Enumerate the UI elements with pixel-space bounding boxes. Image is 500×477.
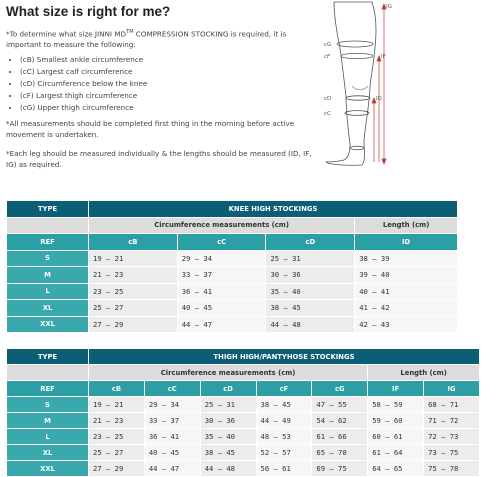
value-cell: 48 – 53 — [256, 429, 312, 445]
value-cell: 35 – 40 — [200, 429, 256, 445]
ring-cd — [346, 96, 370, 100]
trademark-mark: TM — [126, 29, 134, 35]
label-cf: cF — [324, 54, 331, 60]
ring-cb — [350, 146, 364, 150]
value-cell: 61 – 66 — [312, 429, 368, 445]
value-cell: 21 – 23 — [89, 413, 145, 429]
value-cell: 54 – 62 — [312, 413, 368, 429]
knee-high-table — [6, 200, 458, 333]
ref-header: REF — [7, 234, 89, 251]
table-row — [7, 316, 458, 333]
label-cd: cD — [324, 96, 332, 102]
col-header: ID — [355, 234, 458, 251]
table-row — [7, 365, 480, 381]
table-row — [7, 349, 480, 365]
col-header: cD — [266, 234, 355, 251]
table-row — [7, 250, 458, 267]
label-id: ID — [376, 96, 382, 102]
table-row — [7, 283, 458, 300]
value-cell: 47 – 55 — [312, 397, 368, 413]
table-row — [7, 413, 480, 429]
value-cell: 44 – 47 — [144, 461, 200, 477]
table-row — [7, 234, 458, 251]
value-cell: 42 – 43 — [355, 316, 458, 333]
value-cell: 25 – 27 — [89, 445, 145, 461]
value-cell: 25 – 31 — [200, 397, 256, 413]
value-cell: 69 – 75 — [312, 461, 368, 477]
size-cell: S — [7, 397, 89, 413]
label-cc: cC — [324, 111, 331, 117]
value-cell: 71 – 72 — [424, 413, 480, 429]
leg-outline-icon — [326, 2, 376, 165]
col-header: IG — [424, 381, 480, 397]
page-title: What size is right for me? — [6, 4, 171, 19]
value-cell: 65 – 70 — [312, 445, 368, 461]
group-length: Length (cm) — [368, 365, 480, 381]
group-circumference: Circumference measurements (cm) — [89, 217, 355, 234]
label-ig: IG — [386, 4, 392, 10]
value-cell: 36 – 41 — [144, 429, 200, 445]
table-row — [7, 267, 458, 284]
value-cell: 72 – 73 — [424, 429, 480, 445]
ring-cf — [341, 53, 373, 58]
col-header: cB — [89, 381, 145, 397]
col-header: cC — [144, 381, 200, 397]
value-cell: 29 – 34 — [144, 397, 200, 413]
table-title: THIGH HIGH/PANTYHOSE STOCKINGS — [89, 349, 480, 365]
ref-header: REF — [7, 381, 89, 397]
value-cell: 60 – 61 — [368, 429, 424, 445]
table-row — [7, 429, 480, 445]
table-row — [7, 381, 480, 397]
value-cell: 39 – 40 — [355, 267, 458, 284]
table-row — [7, 445, 480, 461]
value-cell: 38 – 45 — [256, 397, 312, 413]
table-row — [7, 217, 458, 234]
table-row — [7, 201, 458, 218]
table-row — [7, 397, 480, 413]
value-cell: 33 – 37 — [144, 413, 200, 429]
label-if: IF — [381, 54, 386, 60]
group-circumference: Circumference measurements (cm) — [89, 365, 368, 381]
value-cell: 52 – 57 — [256, 445, 312, 461]
value-cell: 23 – 25 — [89, 429, 145, 445]
table-row — [7, 300, 458, 317]
thigh-high-table — [6, 348, 480, 477]
value-cell: 25 – 31 — [266, 250, 355, 267]
col-header: cC — [177, 234, 266, 251]
intro-paragraph — [6, 27, 314, 50]
value-cell: 41 – 42 — [355, 300, 458, 317]
value-cell: 38 – 45 — [266, 300, 355, 317]
ring-cg — [337, 41, 373, 47]
table-title: KNEE HIGH STOCKINGS — [89, 201, 458, 218]
list-item: • (cG) Upper thigh circumference — [20, 102, 314, 114]
value-cell: 25 – 27 — [89, 300, 178, 317]
value-cell: 56 – 61 — [256, 461, 312, 477]
blank-header — [7, 217, 89, 234]
col-header: cD — [200, 381, 256, 397]
value-cell: 40 – 41 — [355, 283, 458, 300]
value-cell: 27 – 29 — [89, 316, 178, 333]
size-cell: M — [7, 267, 89, 284]
blank-header — [7, 365, 89, 381]
value-cell: 44 – 49 — [256, 413, 312, 429]
note-morning: *All measurements should be completed first thing in the morning before active movement is undertaken. — [6, 119, 295, 140]
value-cell: 19 – 21 — [89, 250, 178, 267]
group-length: Length (cm) — [355, 217, 458, 234]
type-header: TYPE — [7, 201, 89, 218]
measurement-list — [6, 54, 314, 114]
value-cell: 58 – 59 — [368, 397, 424, 413]
value-cell: 68 – 71 — [424, 397, 480, 413]
value-cell: 40 – 45 — [144, 445, 200, 461]
leg-diagram — [322, 0, 402, 170]
value-cell: 36 – 41 — [177, 283, 266, 300]
size-cell: XL — [7, 445, 89, 461]
size-cell: S — [7, 250, 89, 267]
size-cell: M — [7, 413, 89, 429]
size-cell: L — [7, 283, 89, 300]
value-cell: 19 – 21 — [89, 397, 145, 413]
list-item: • (cD) Circumference below the knee — [20, 78, 314, 90]
value-cell: 64 – 65 — [368, 461, 424, 477]
intro-text — [6, 27, 314, 170]
value-cell: 30 – 36 — [266, 267, 355, 284]
value-cell: 35 – 40 — [266, 283, 355, 300]
note-legs: *Each leg should be measured individually & the lengths should be measured (ID, IF, IG) as required. — [6, 149, 312, 170]
label-cg: cG — [324, 42, 332, 48]
size-cell: XXL — [7, 461, 89, 477]
value-cell: 44 – 48 — [266, 316, 355, 333]
list-item: • (cF) Largest thigh circumference — [20, 90, 314, 102]
value-cell: 44 – 48 — [200, 461, 256, 477]
size-cell: XL — [7, 300, 89, 317]
intro-line-end: COMPRESSION STOCKING is required, it is important to measure the following: — [6, 29, 287, 50]
value-cell: 44 – 47 — [177, 316, 266, 333]
value-cell: 73 – 75 — [424, 445, 480, 461]
value-cell: 59 – 60 — [368, 413, 424, 429]
list-item: • (cB) Smallest ankle circumference — [20, 54, 314, 66]
value-cell: 23 – 25 — [89, 283, 178, 300]
value-cell: 40 – 45 — [177, 300, 266, 317]
size-cell: XXL — [7, 316, 89, 333]
value-cell: 38 – 45 — [200, 445, 256, 461]
value-cell: 75 – 78 — [424, 461, 480, 477]
value-cell: 21 – 23 — [89, 267, 178, 284]
col-header: cG — [312, 381, 368, 397]
list-item: • (cC) Largest calf circumference — [20, 66, 314, 78]
col-header: cF — [256, 381, 312, 397]
value-cell: 30 – 36 — [200, 413, 256, 429]
intro-line-start: *To determine what size JINNI MD — [6, 29, 127, 39]
value-cell: 61 – 64 — [368, 445, 424, 461]
size-cell: L — [7, 429, 89, 445]
value-cell: 38 – 39 — [355, 250, 458, 267]
col-header: IF — [368, 381, 424, 397]
value-cell: 33 – 37 — [177, 267, 266, 284]
col-header: cB — [89, 234, 178, 251]
type-header: TYPE — [7, 349, 89, 365]
value-cell: 27 – 29 — [89, 461, 145, 477]
ring-cc — [345, 111, 369, 116]
value-cell: 29 – 34 — [177, 250, 266, 267]
